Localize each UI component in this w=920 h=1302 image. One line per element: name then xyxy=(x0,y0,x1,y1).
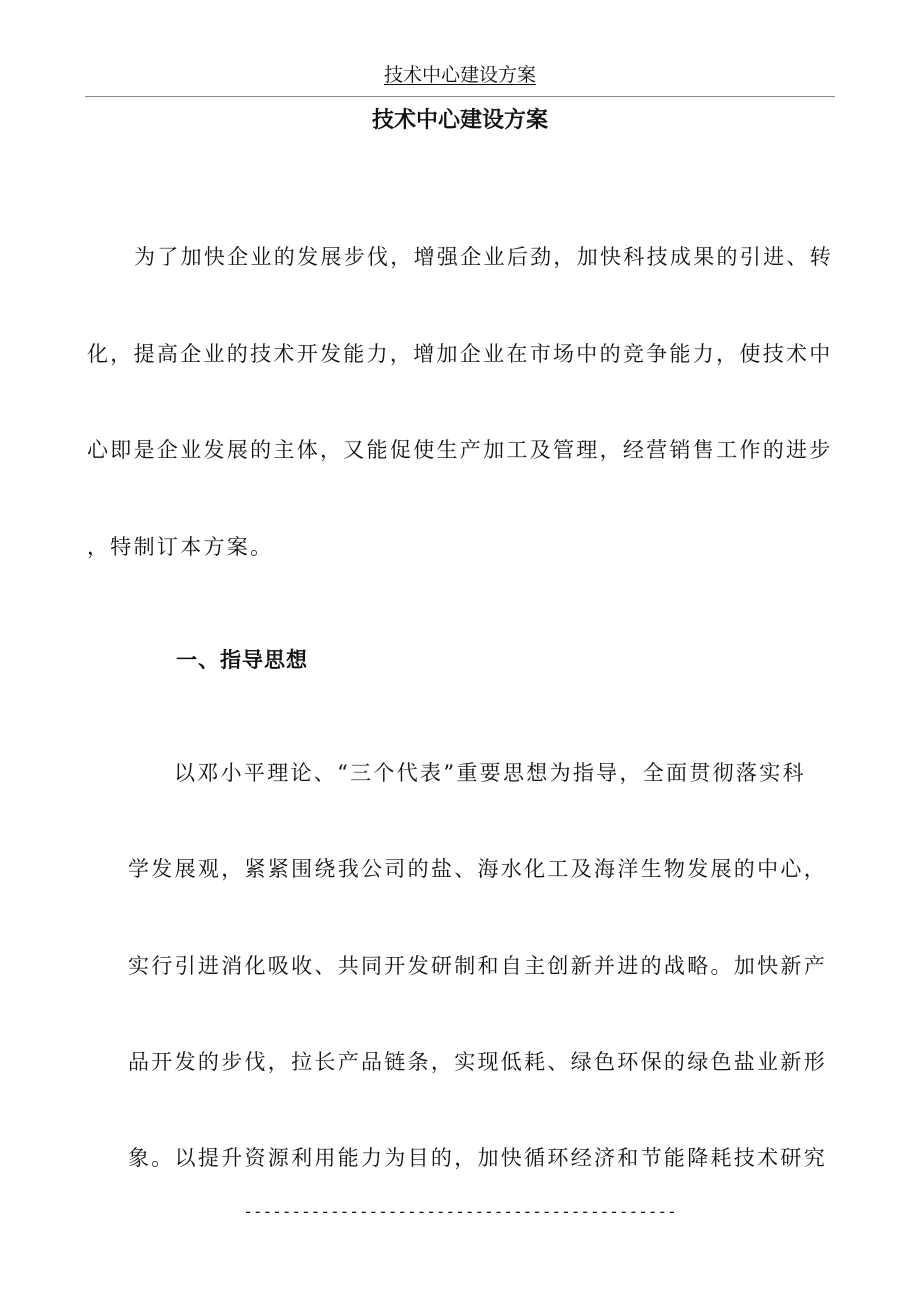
section1-line-3: 实行引进消化吸收、共同开发研制和自主创新并进的战略。加快新产 xyxy=(128,954,827,978)
intro-line-2: 化，提高企业的技术开发能力，增加企业在市场中的竞争能力，使技术中 xyxy=(87,342,833,366)
section1-line-2: 学发展观，紧紧围绕我公司的盐、海水化工及海洋生物发展的中心， xyxy=(128,857,827,881)
section-heading-guiding-thought: 一、指导思想 xyxy=(176,648,308,672)
section1-line-5: 象。以提升资源利用能力为目的，加快循环经济和节能降耗技术研究 xyxy=(128,1146,827,1170)
section1-line-1: 以邓小平理论、“三个代表”重要思想为指导，全面贯彻落实科 xyxy=(174,761,806,785)
header-divider xyxy=(85,96,835,97)
document-title: 技术中心建设方案 xyxy=(371,108,548,133)
section1-line-4: 品开发的步伐，拉长产品链条，实现低耗、绿色环保的绿色盐业新形 xyxy=(128,1050,827,1074)
intro-line-3: 心即是企业发展的主体，又能促使生产加工及管理，经营销售工作的进步 xyxy=(87,438,833,462)
running-header: 技术中心建设方案 xyxy=(383,65,536,86)
intro-line-1: 为了加快企业的发展步伐，增强企业后劲，加快科技成果的引进、转 xyxy=(134,245,833,269)
intro-line-4: ，特制订本方案。 xyxy=(87,535,274,559)
footer-dashed-rule: --------------------------------------------- xyxy=(243,1202,677,1221)
